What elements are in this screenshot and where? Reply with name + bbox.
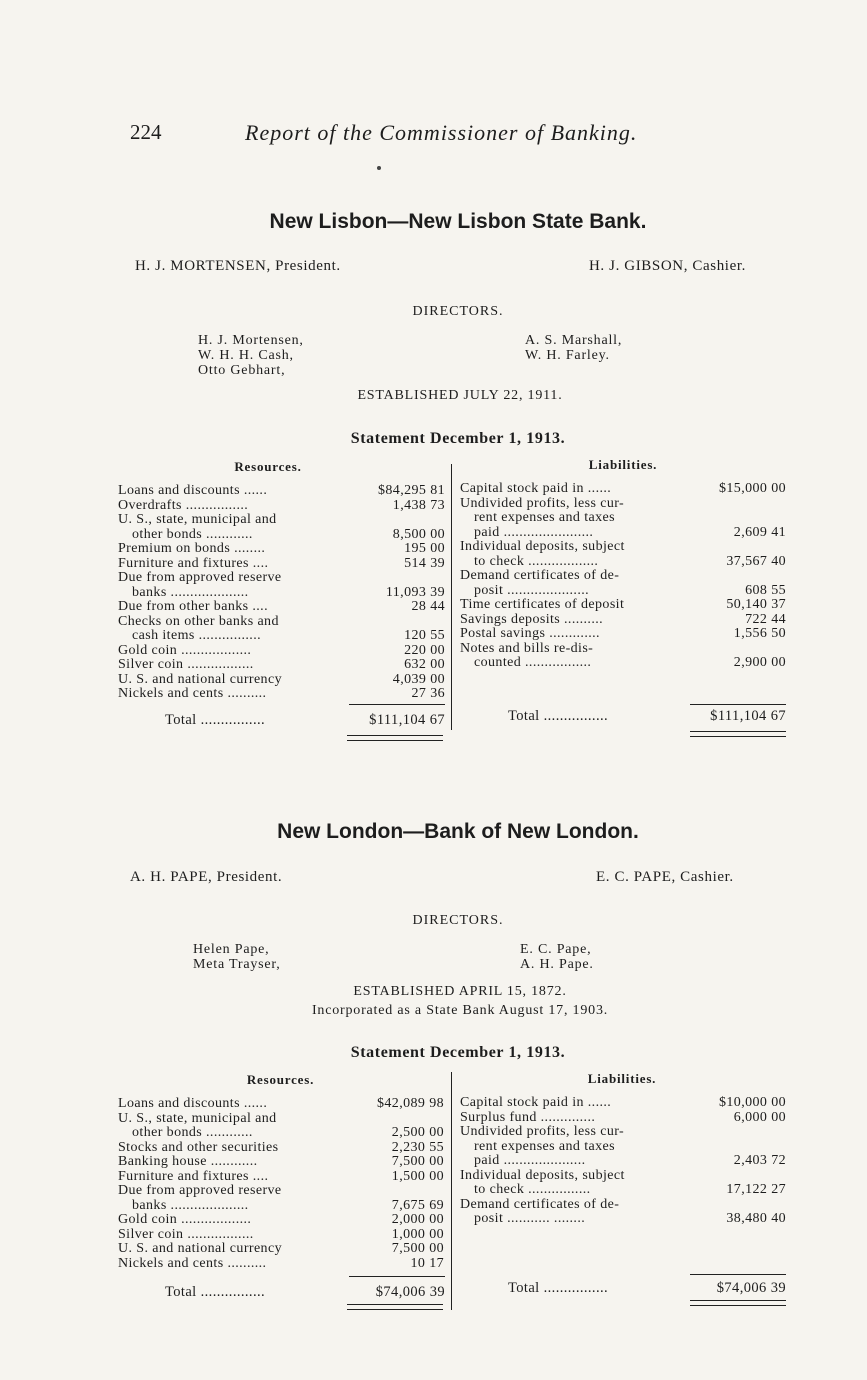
director: E. C. Pape,	[520, 942, 592, 957]
report-title: Report of the Commissioner of Banking.	[245, 120, 638, 145]
page-number: 224	[130, 120, 162, 144]
item-amount: 11,093 39	[385, 584, 445, 600]
item-label: Surplus fund ..............	[460, 1110, 596, 1125]
total-rule	[690, 1274, 786, 1275]
director: Helen Pape,	[193, 942, 270, 957]
item-amount: 2,403 72	[733, 1153, 786, 1168]
director: Otto Gebhart,	[198, 363, 286, 378]
resources-total: $111,104 67	[369, 712, 445, 728]
double-underline	[690, 1300, 786, 1306]
liabilities-total: $74,006 39	[716, 1280, 786, 1296]
item-amount: 7,500 00	[391, 1154, 444, 1169]
item-label: Overdrafts ................	[118, 498, 249, 513]
table-row	[118, 644, 445, 659]
item-amount: 8,500 00	[392, 526, 445, 542]
item-label: Savings deposits ..........	[460, 612, 604, 627]
table-row	[118, 557, 445, 572]
total-label: Total ................	[165, 712, 266, 728]
table-row	[118, 658, 445, 673]
item-label: Postal savings .............	[460, 627, 600, 641]
resources-table	[118, 484, 445, 702]
item-amount: 1,500 00	[391, 1168, 444, 1184]
table-row	[460, 482, 786, 497]
item-label: Capital stock paid in ......	[460, 1096, 612, 1110]
table-row	[460, 1183, 786, 1198]
item-amount: $42,089 98	[377, 1096, 444, 1111]
table-row	[460, 526, 786, 541]
item-label: Gold coin ..................	[118, 643, 252, 658]
item-label: Checks on other banks and	[118, 614, 279, 629]
incorporated-date: Incorporated as a State Bank August 17, 1903.	[311, 1003, 609, 1018]
item-amount: 120 55	[404, 628, 445, 643]
item-amount: 722 44	[745, 611, 786, 627]
item-amount: 4,039 00	[392, 671, 445, 687]
table-row	[460, 540, 786, 555]
item-label: other bonds ............	[132, 1126, 253, 1140]
liabilities-table	[460, 482, 786, 671]
column-divider	[451, 1072, 452, 1310]
item-label: U. S. and national currency	[118, 672, 282, 687]
item-label: other bonds ............	[132, 527, 253, 542]
table-row	[118, 571, 445, 586]
liabilities-heading: Liabilities.	[587, 1071, 657, 1086]
director: A. S. Marshall,	[525, 333, 623, 348]
item-amount: 632 00	[404, 657, 445, 672]
resources-heading: Resources.	[246, 1072, 315, 1087]
liabilities-table	[460, 1096, 786, 1227]
item-amount: 2,230 55	[391, 1139, 444, 1155]
table-row	[118, 1141, 444, 1156]
cashier: E. C. PAPE, Cashier.	[596, 869, 734, 885]
item-amount: $15,000 00	[719, 481, 786, 496]
president: A. H. PAPE, President.	[130, 869, 283, 885]
director: W. H. Farley.	[525, 348, 610, 363]
table-row	[118, 1257, 444, 1272]
item-label: posit .....................	[474, 583, 590, 598]
table-row	[118, 687, 445, 702]
table-row	[118, 615, 445, 630]
item-label: Silver coin .................	[118, 658, 254, 672]
table-row	[460, 627, 786, 642]
item-amount: 38,480 40	[726, 1211, 786, 1226]
item-label: rent expenses and taxes	[474, 511, 615, 525]
table-row	[460, 1212, 786, 1227]
director: H. J. Mortensen,	[198, 333, 304, 348]
item-label: Undivided profits, less cur-	[460, 496, 625, 511]
president: H. J. MORTENSEN, President.	[135, 258, 341, 274]
table-row	[460, 1169, 786, 1184]
table-row	[118, 484, 445, 499]
resources-heading: Resources.	[234, 459, 302, 474]
total-label: Total ................	[165, 1284, 266, 1300]
item-amount: 1,556 50	[733, 626, 786, 641]
item-label: posit ........... ........	[474, 1212, 586, 1226]
liabilities-heading: Liabilities.	[588, 457, 658, 472]
double-underline	[347, 1304, 443, 1310]
directors-left	[198, 333, 304, 378]
item-label: Furniture and fixtures ....	[118, 556, 269, 571]
item-amount: 50,140 37	[726, 597, 786, 612]
column-divider	[451, 464, 452, 730]
item-amount: 2,000 00	[391, 1212, 444, 1227]
table-row	[118, 673, 445, 688]
item-label: Furniture and fixtures ....	[118, 1169, 269, 1184]
item-amount: 7,675 69	[391, 1197, 444, 1213]
resources-table	[118, 1097, 444, 1271]
item-amount: 1,438 73	[392, 497, 445, 513]
item-amount: 2,609 41	[733, 524, 786, 540]
item-amount: 17,122 27	[726, 1182, 786, 1197]
item-amount: 608 55	[745, 582, 786, 598]
table-row	[118, 1097, 444, 1112]
ornament-dot	[377, 166, 381, 170]
item-label: U. S. and national currency	[118, 1242, 282, 1256]
table-row	[460, 569, 786, 584]
item-label: U. S., state, municipal and	[118, 513, 277, 527]
item-label: paid .......................	[474, 525, 594, 540]
liabilities-total: $111,104 67	[710, 708, 786, 724]
cashier: H. J. GIBSON, Cashier.	[589, 258, 746, 274]
table-row	[118, 1184, 444, 1199]
item-label: banks ....................	[132, 1198, 249, 1213]
table-row	[460, 598, 786, 613]
item-label: Demand certificates of de-	[460, 569, 620, 583]
directors-right	[520, 942, 594, 972]
statement-title: Statement December 1, 1913.	[350, 430, 566, 447]
total-label: Total ................	[508, 1280, 609, 1296]
item-amount: 195 00	[404, 541, 445, 556]
table-row	[460, 511, 786, 526]
item-label: Capital stock paid in ......	[460, 482, 612, 496]
item-label: Nickels and cents ..........	[118, 1256, 267, 1271]
item-amount: 6,000 00	[733, 1109, 786, 1125]
running-head	[130, 120, 690, 150]
table-row	[118, 1199, 444, 1214]
item-label: rent expenses and taxes	[474, 1139, 615, 1154]
item-label: Banking house ............	[118, 1155, 258, 1169]
table-row	[118, 499, 445, 514]
item-label: Loans and discounts ......	[118, 1097, 268, 1111]
item-label: Gold coin ..................	[118, 1213, 252, 1227]
resources-total: $74,006 39	[375, 1284, 445, 1300]
item-amount: 220 00	[404, 642, 445, 658]
table-row	[460, 1111, 786, 1126]
table-row	[460, 555, 786, 570]
item-label: banks ....................	[132, 585, 249, 600]
item-label: Demand certificates of de-	[460, 1197, 620, 1212]
table-row	[118, 586, 445, 601]
table-row	[118, 1242, 444, 1257]
table-row	[460, 1198, 786, 1213]
item-amount: 2,900 00	[733, 655, 786, 670]
item-amount: 7,500 00	[391, 1241, 444, 1256]
item-label: Nickels and cents ..........	[118, 687, 267, 701]
table-row	[460, 613, 786, 628]
item-label: Due from approved reserve	[118, 1184, 282, 1198]
item-label: counted .................	[474, 656, 592, 670]
item-amount: 28 44	[411, 599, 445, 614]
item-label: cash items ................	[132, 629, 262, 643]
table-row	[460, 1125, 786, 1140]
table-row	[118, 1170, 444, 1185]
table-row	[460, 1096, 786, 1111]
item-label: Undivided profits, less cur-	[460, 1125, 625, 1139]
directors-heading: DIRECTORS.	[412, 304, 504, 319]
item-amount: 2,500 00	[391, 1125, 444, 1140]
total-label: Total ................	[508, 708, 609, 724]
double-underline	[690, 731, 786, 737]
table-row	[118, 1228, 444, 1243]
table-row	[118, 629, 445, 644]
established-date: ESTABLISHED JULY 22, 1911.	[357, 388, 563, 403]
item-label: Individual deposits, subject	[460, 540, 625, 554]
director: W. H. H. Cash,	[198, 348, 294, 363]
item-amount: 1,000 00	[391, 1226, 444, 1242]
double-underline	[347, 735, 443, 741]
item-label: Due from approved reserve	[118, 571, 282, 585]
item-label: to check ..................	[474, 554, 599, 569]
item-label: Premium on bonds ........	[118, 542, 266, 556]
item-amount: $10,000 00	[719, 1095, 786, 1110]
total-rule	[349, 1276, 445, 1277]
director: Meta Trayser,	[193, 957, 281, 972]
table-row	[118, 513, 445, 528]
bank-title: New Lisbon—New Lisbon State Bank.	[269, 210, 647, 233]
table-row	[460, 656, 786, 671]
total-rule	[690, 704, 786, 705]
table-row	[118, 1155, 444, 1170]
table-row	[460, 642, 786, 657]
established-date: ESTABLISHED APRIL 15, 1872.	[353, 984, 567, 999]
item-amount: 37,567 40	[726, 553, 786, 569]
table-row	[460, 1140, 786, 1155]
table-row	[118, 542, 445, 557]
item-label: to check ................	[474, 1183, 591, 1197]
item-amount: 27 36	[411, 686, 445, 701]
bank-title: New London—Bank of New London.	[277, 820, 639, 843]
item-label: U. S., state, municipal and	[118, 1111, 277, 1126]
total-rule	[349, 704, 445, 705]
item-label: Loans and discounts ......	[118, 484, 268, 498]
table-row	[118, 1112, 444, 1127]
item-label: Time certificates of deposit	[460, 598, 625, 612]
item-amount: 10 17	[410, 1255, 444, 1271]
table-row	[460, 497, 786, 512]
item-label: paid .....................	[474, 1154, 586, 1168]
item-label: Individual deposits, subject	[460, 1168, 625, 1183]
item-amount: 514 39	[404, 555, 445, 571]
item-label: Stocks and other securities	[118, 1140, 279, 1155]
director: A. H. Pape.	[520, 957, 594, 972]
statement-title: Statement December 1, 1913.	[350, 1044, 566, 1061]
table-row	[118, 528, 445, 543]
directors-heading: DIRECTORS.	[412, 913, 504, 928]
item-amount: $84,295 81	[378, 483, 445, 498]
table-row	[460, 1154, 786, 1169]
item-label: Notes and bills re-dis-	[460, 641, 594, 656]
table-row	[460, 584, 786, 599]
directors-left	[193, 942, 281, 972]
directors-right	[525, 333, 622, 363]
table-row	[118, 600, 445, 615]
item-label: Silver coin .................	[118, 1227, 254, 1242]
table-row	[118, 1126, 444, 1141]
item-label: Due from other banks ....	[118, 600, 268, 614]
table-row	[118, 1213, 444, 1228]
